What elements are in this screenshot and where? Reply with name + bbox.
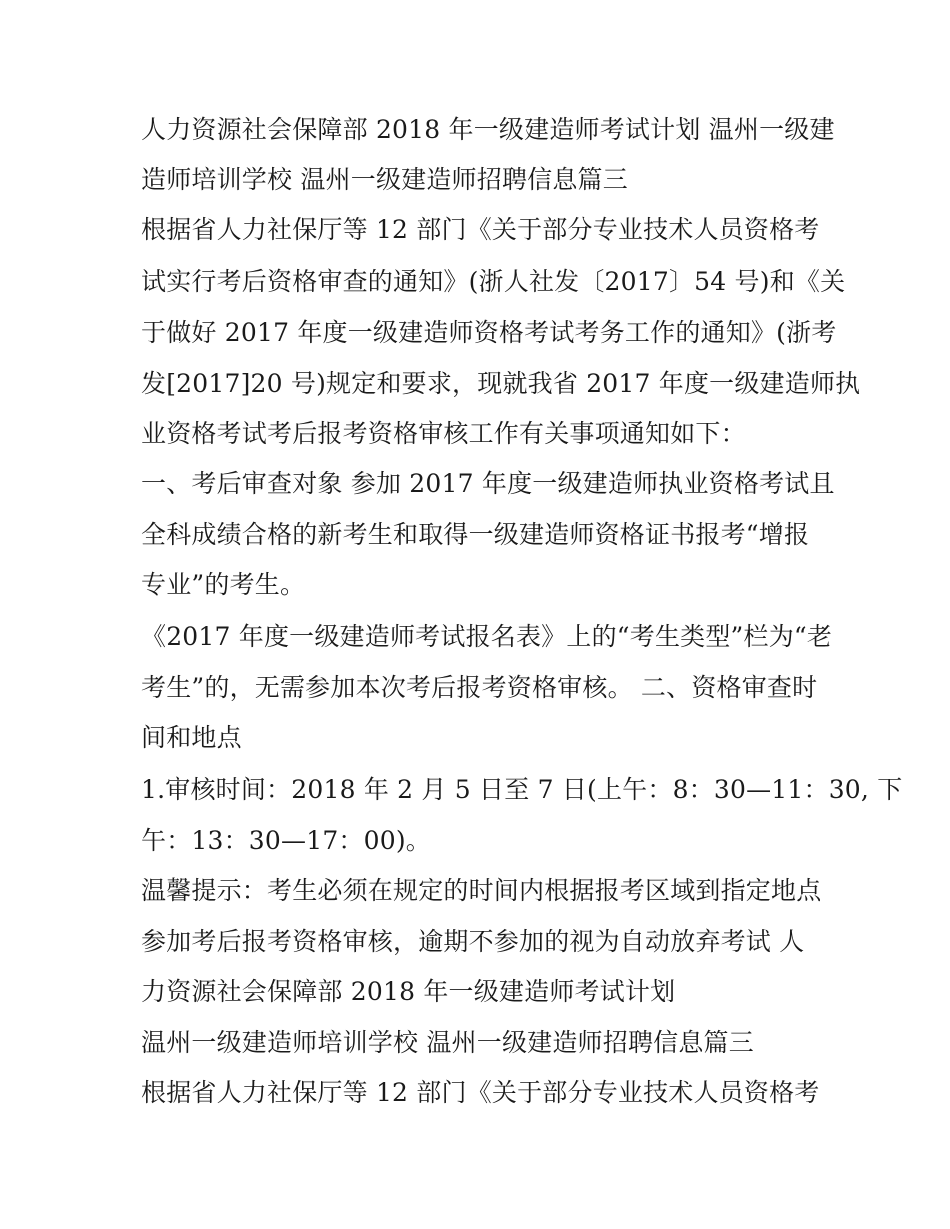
text-line: 根据省人力社保厅等 12 部门《关于部分专业技术人员资格考 [141, 1078, 820, 1107]
text-line: 根据省人力社保厅等 12 部门《关于部分专业技术人员资格考 [141, 215, 820, 244]
text-line: 参加考后报考资格审核，逾期不参加的视为自动放弃考试 人 [141, 927, 805, 956]
text-line: 一、考后审查对象 参加 2017 年度一级建造师执业资格考试且 [141, 469, 835, 498]
text-line: 于做好 2017 年度一级建造师资格考试考务工作的通知》(浙考 [141, 318, 837, 347]
text-line: 1.审核时间：2018 年 2 月 5 日至 7 日(上午：8：30—11：30, 下 [141, 775, 903, 804]
text-line: 考生”的，无需参加本次考后报考资格审核。 二、资格审查时 [141, 673, 818, 702]
text-line: 人力资源社会保障部 2018 年一级建造师考试计划 温州一级建 [141, 115, 835, 144]
text-line: 力资源社会保障部 2018 年一级建造师考试计划 [141, 977, 676, 1006]
text-line: 《2017 年度一级建造师考试报名表》上的“考生类型”栏为“老 [141, 622, 833, 651]
text-line: 造师培训学校 温州一级建造师招聘信息篇三 [141, 165, 628, 194]
text-line: 间和地点 [141, 723, 242, 752]
text-line: 温州一级建造师培训学校 温州一级建造师招聘信息篇三 [141, 1028, 754, 1057]
text-line: 全科成绩合格的新考生和取得一级建造师资格证书报考“增报 [141, 520, 810, 549]
text-line: 温馨提示：考生必须在规定的时间内根据报考区域到指定地点 [141, 876, 822, 905]
text-line: 午：13：30—17：00)。 [141, 826, 431, 855]
text-line: 发[2017]20 号)规定和要求，现就我省 2017 年度一级建造师执 [141, 369, 861, 398]
text-line: 专业”的考生。 [141, 570, 306, 599]
text-line: 业资格考试考后报考资格审核工作有关事项通知如下： [141, 419, 746, 448]
text-line: 试实行考后资格审查的通知》(浙人社发〔2017〕54 号)和《关 [141, 267, 846, 296]
